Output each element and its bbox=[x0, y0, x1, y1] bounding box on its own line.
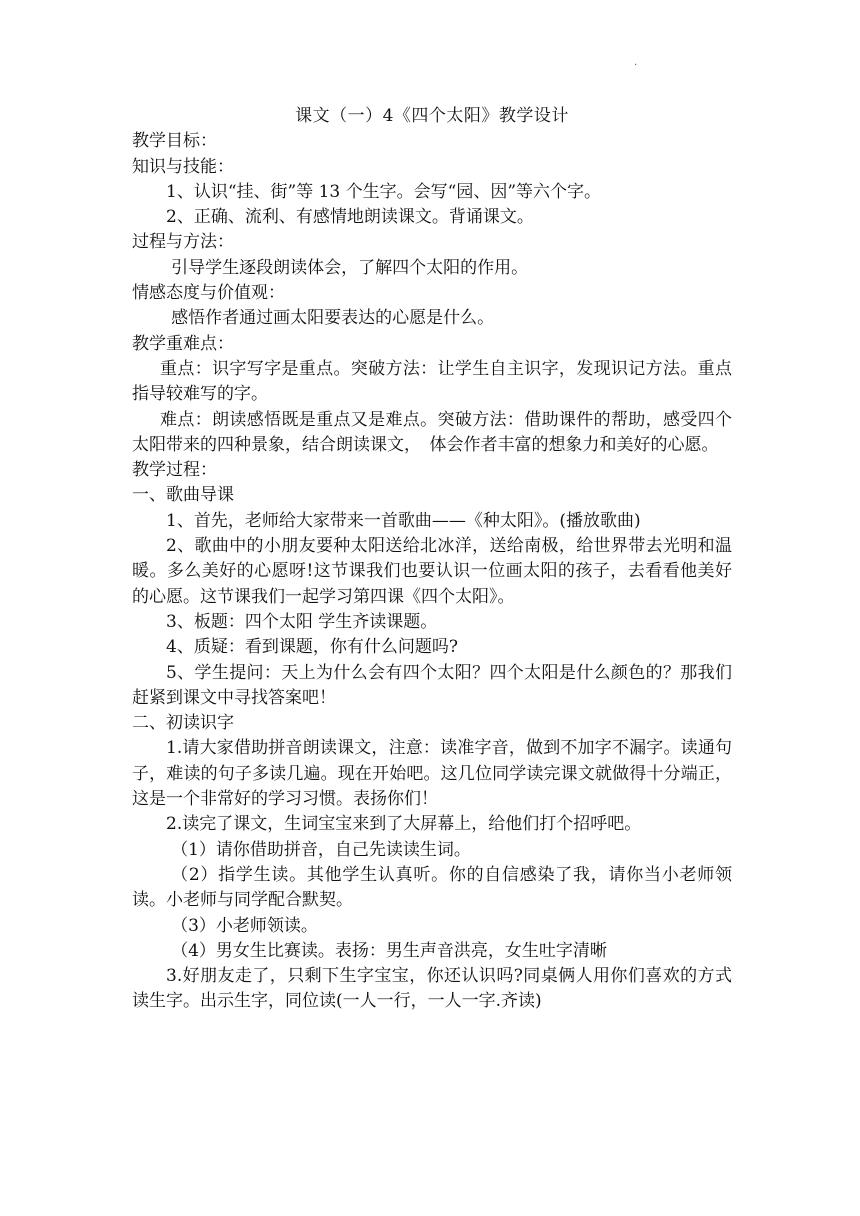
paragraph: 引导学生逐段朗读体会，了解四个太阳的作用。 bbox=[171, 257, 529, 278]
paragraph: 1、首先，老师给大家带来一首歌曲——《种太阳》。(播放歌曲) bbox=[166, 510, 641, 531]
header-mark: . bbox=[634, 57, 638, 68]
paragraph: 2、歌曲中的小朋友要种太阳送给北冰洋，送给南极，给世界带去光明和温暖。多么美好的心愿呀!这节课我们也要认识一位画太阳的孩子，去看看他美好的心愿。这节课我们一起学习第四课《四个太阳》。 bbox=[132, 536, 732, 607]
section-heading: 过程与方法： bbox=[132, 232, 234, 253]
paragraph: （3）小老师领读。 bbox=[171, 915, 318, 936]
section-heading: 一、歌曲导课 bbox=[132, 485, 234, 506]
paragraph: 1.请大家借助拼音朗读课文，注意：读准字音，做到不加字不漏字。读通句子，难读的句子多读几遍。现在开始吧。这几位同学读完课文就做得十分端正，这是一个非常好的学习习惯。表扬你们！ bbox=[132, 738, 732, 810]
section-heading: 教学目标： bbox=[132, 131, 217, 152]
section-heading: 情感态度与价值观： bbox=[132, 283, 285, 304]
document-title: 课文（一）4《四个太阳》教学设计 bbox=[295, 106, 569, 126]
paragraph: 重点：识字写字是重点。突破方法：让学生自主识字，发现识记方法。重点指导较难写的字。 bbox=[132, 358, 732, 405]
section-heading: 教学重难点： bbox=[132, 333, 234, 354]
paragraph: 5、学生提问：天上为什么会有四个太阳？四个太阳是什么颜色的？那我们赶紧到课文中寻找答案吧！ bbox=[132, 662, 732, 708]
paragraph: 3、板题：四个太阳 学生齐读课题。 bbox=[166, 611, 438, 632]
paragraph: 2、正确、流利、有感情地朗读课文。背诵课文。 bbox=[166, 207, 534, 228]
paragraph: （4）男女生比赛读。表扬：男生声音洪亮，女生吐字清晰 bbox=[171, 940, 607, 961]
section-heading: 教学过程： bbox=[132, 460, 217, 481]
section-heading: 二、初读识字 bbox=[132, 713, 234, 734]
paragraph: 2.读完了课文，生词宝宝来到了大屏幕上，给他们打个招呼吧。 bbox=[166, 814, 642, 835]
section-heading: 知识与技能： bbox=[132, 156, 234, 177]
paragraph: 感悟作者通过画太阳要表达的心愿是什么。 bbox=[171, 308, 495, 329]
paragraph: （2）指学生读。其他学生认真听。你的自信感染了我，请你当小老师领读。小老师与同学配合默契。 bbox=[132, 864, 732, 911]
paragraph: 3.好朋友走了，只剩下生字宝宝，你还认识吗?同桌俩人用你们喜欢的方式读生字。出示生字，同位读(一人一行，一人一字.齐读) bbox=[132, 966, 732, 1012]
paragraph: 难点：朗读感悟既是重点又是难点。突破方法：借助课件的帮助，感受四个太阳带来的四种景象，结合朗读课文， 体会作者丰富的想象力和美好的心愿。 bbox=[132, 409, 732, 455]
paragraph: 4、质疑：看到课题，你有什么问题吗? bbox=[166, 637, 458, 658]
document-body bbox=[132, 104, 732, 1015]
paragraph: 1、认识“挂、街”等 13 个生字。会写“园、因”等六个字。 bbox=[166, 181, 602, 202]
paragraph: （1）请你借助拼音，自己先读读生词。 bbox=[171, 839, 471, 860]
